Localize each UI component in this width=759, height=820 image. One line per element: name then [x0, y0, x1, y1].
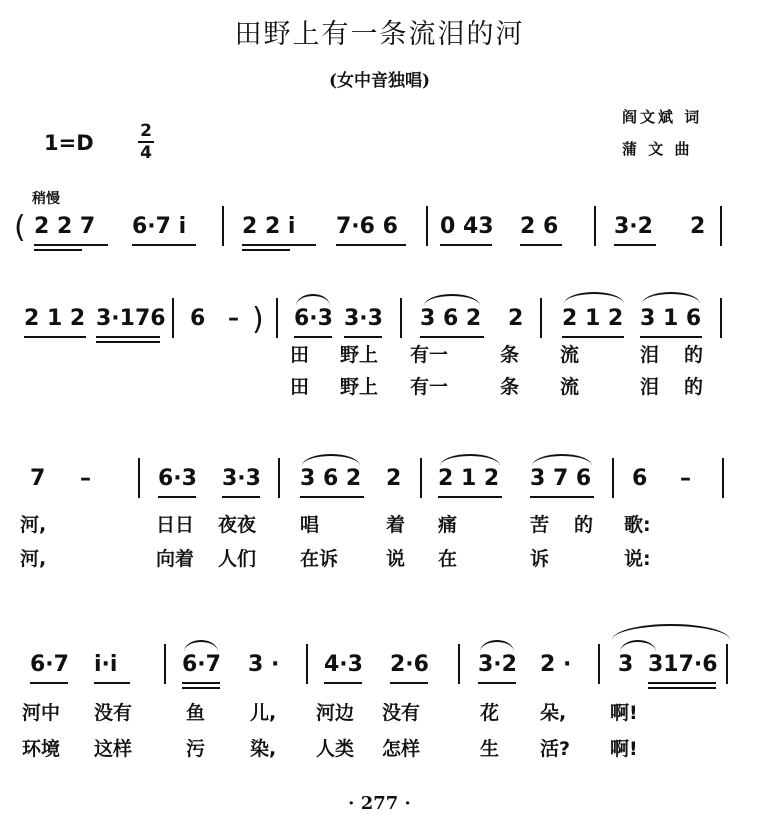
- lyric-syllable: 的: [684, 344, 704, 366]
- note-group: –: [680, 466, 691, 491]
- underline: [242, 249, 290, 251]
- underline: [34, 244, 108, 246]
- bar-line: [426, 206, 428, 246]
- slur: [612, 624, 730, 640]
- slur: [532, 454, 592, 466]
- note-group: 6·7: [182, 652, 221, 677]
- lyric-syllable: 染,: [250, 738, 277, 760]
- lyric-syllable: 的: [684, 376, 704, 398]
- slur: [296, 294, 330, 306]
- underline: [34, 249, 82, 251]
- lyric-syllable: 河边: [316, 702, 355, 724]
- bar-line: [400, 298, 402, 338]
- lyric-syllable: 环境: [22, 738, 61, 760]
- note-group: 2 1 2: [24, 306, 86, 331]
- underline: [336, 244, 406, 246]
- underline: [324, 682, 362, 684]
- underline: [94, 682, 130, 684]
- note-group: 3·2: [478, 652, 517, 677]
- bar-line: [540, 298, 542, 338]
- note-group: 2: [690, 214, 706, 239]
- note-group: 2·6: [390, 652, 429, 677]
- note-group: –: [228, 306, 239, 331]
- underline: [562, 336, 624, 338]
- underline: [648, 687, 716, 689]
- bar-line: [276, 298, 278, 338]
- note-group: –: [80, 466, 91, 491]
- lyric-syllable: 污: [186, 738, 206, 760]
- bar-line: [138, 458, 140, 498]
- lyric-syllable: 没有: [382, 702, 421, 724]
- underline: [96, 336, 160, 338]
- lyric-syllable: 歌:: [624, 514, 651, 536]
- bar-line: [612, 458, 614, 498]
- lyric-syllable: 野上: [340, 376, 379, 398]
- note-group: 3 7 6: [530, 466, 592, 491]
- lyric-syllable: 在诉: [300, 548, 339, 570]
- underline: [438, 496, 502, 498]
- underline: [640, 336, 702, 338]
- lyric-line-1: [0, 698, 759, 726]
- note-group: 7: [30, 466, 46, 491]
- underline: [294, 336, 332, 338]
- lyric-syllable: 日日: [156, 514, 195, 536]
- lyric-syllable: 在: [438, 548, 458, 570]
- underline: [390, 682, 428, 684]
- page-number: · 277 ·: [348, 793, 411, 814]
- note-group: 6: [190, 306, 206, 331]
- lyric-syllable: 人们: [218, 548, 257, 570]
- note-group: 2 2 i: [242, 214, 296, 239]
- lyric-syllable: 野上: [340, 344, 379, 366]
- bar-line: [278, 458, 280, 498]
- note-group: 3·3: [222, 466, 261, 491]
- lyric-syllable: 说: [386, 548, 406, 570]
- lyric-syllable: 田: [290, 376, 310, 398]
- lyric-syllable: 活?: [540, 738, 571, 760]
- underline: [132, 244, 196, 246]
- lyric-syllable: 啊!: [610, 702, 638, 724]
- lyric-syllable: 流: [560, 376, 580, 398]
- lyric-syllable: 条: [500, 344, 520, 366]
- lyric-syllable: 的: [574, 514, 594, 536]
- slur: [620, 640, 656, 652]
- underline: [24, 336, 86, 338]
- underline: [30, 682, 68, 684]
- note-group: 2 ·: [540, 652, 572, 677]
- underline: [530, 496, 594, 498]
- lyric-syllable: 泪: [640, 344, 660, 366]
- underline: [614, 244, 656, 246]
- underline: [648, 682, 716, 684]
- note-group: 6·7: [30, 652, 69, 677]
- bar-line: [172, 298, 174, 338]
- note-group: 3 1 6: [640, 306, 702, 331]
- lyric-syllable: 着: [386, 514, 406, 536]
- note-group: 3·3: [344, 306, 383, 331]
- note-group: 6: [632, 466, 648, 491]
- note-group: 2 1 2: [562, 306, 624, 331]
- note-group: 2 2 7: [34, 214, 96, 239]
- underline: [182, 687, 220, 689]
- slur: [642, 292, 700, 304]
- time-signature-bottom: 4: [140, 143, 152, 163]
- note-group: 6·3: [294, 306, 333, 331]
- composer-credit: 蒲 文 曲: [622, 140, 693, 158]
- slur: [564, 292, 624, 304]
- lyric-syllable: 没有: [94, 702, 133, 724]
- lyric-syllable: 鱼: [186, 702, 206, 724]
- note-group: 3·176: [96, 306, 166, 331]
- note-group: 2 6: [520, 214, 559, 239]
- bar-line: [306, 644, 308, 684]
- note-group: 2 1 2: [438, 466, 500, 491]
- underline: [158, 496, 196, 498]
- note-group: 3: [618, 652, 634, 677]
- slur: [480, 640, 514, 652]
- underline: [222, 496, 260, 498]
- time-signature-top: 2: [140, 121, 152, 141]
- bar-line: [598, 644, 600, 684]
- slur: [440, 454, 500, 466]
- lyric-syllable: 河,: [20, 548, 47, 570]
- slur: [302, 454, 360, 466]
- underline: [520, 244, 562, 246]
- lyric-syllable: 这样: [94, 738, 133, 760]
- lyricist-credit: 阎文斌 词: [622, 108, 703, 126]
- lyric-line-2: [0, 544, 759, 572]
- lyric-syllable: 啊!: [610, 738, 638, 760]
- key-signature: 1=D: [44, 131, 94, 155]
- lyric-syllable: 痛: [438, 514, 458, 536]
- lyric-syllable: 泪: [640, 376, 660, 398]
- underline: [440, 244, 492, 246]
- underline: [478, 682, 516, 684]
- bar-line: [726, 644, 728, 684]
- note-group: 6·3: [158, 466, 197, 491]
- note-group: 3 ·: [248, 652, 280, 677]
- note-group: 3·2: [614, 214, 653, 239]
- slur: [184, 640, 218, 652]
- note-group: 2: [386, 466, 402, 491]
- underline: [344, 336, 382, 338]
- underline: [420, 336, 484, 338]
- bar-line: [594, 206, 596, 246]
- lyric-syllable: 怎样: [382, 738, 421, 760]
- lyric-syllable: 条: [500, 376, 520, 398]
- lyric-line-1: [0, 510, 759, 538]
- bar-line: [720, 298, 722, 338]
- lyric-syllable: 流: [560, 344, 580, 366]
- underline: [242, 244, 316, 246]
- bar-line: [722, 458, 724, 498]
- lyric-syllable: 河,: [20, 514, 47, 536]
- note-group: 3 6 2: [420, 306, 482, 331]
- lyric-syllable: 向着: [156, 548, 195, 570]
- tempo-marking: 稍慢: [32, 191, 60, 207]
- note-group: 3 6 2: [300, 466, 362, 491]
- note-group: 7·6 6: [336, 214, 398, 239]
- note-group: 317·6: [648, 652, 718, 677]
- note-group: 4·3: [324, 652, 363, 677]
- lyric-syllable: 诉: [530, 548, 550, 570]
- song-title: 田野上有一条流泪的河: [234, 19, 525, 50]
- underline: [182, 682, 220, 684]
- time-signature: [136, 122, 156, 162]
- bar-line: [420, 458, 422, 498]
- lyric-syllable: 夜夜: [218, 514, 257, 536]
- slur: [424, 294, 480, 306]
- note-group: i·i: [94, 652, 118, 677]
- song-subtitle: (女中音独唱): [328, 71, 431, 91]
- close-parenthesis: ): [252, 302, 264, 337]
- bar-line: [222, 206, 224, 246]
- lyric-syllable: 朵,: [540, 702, 567, 724]
- bar-line: [164, 644, 166, 684]
- lyric-syllable: 有一: [410, 344, 449, 366]
- lyric-line-2: [0, 372, 759, 400]
- lyric-syllable: 苦: [530, 514, 550, 536]
- lyric-syllable: 人类: [316, 738, 355, 760]
- lyric-syllable: 生: [480, 738, 500, 760]
- bar-line: [720, 206, 722, 246]
- note-group: 2: [508, 306, 524, 331]
- note-group: 0 43: [440, 214, 494, 239]
- lyric-syllable: 有一: [410, 376, 449, 398]
- lyric-syllable: 唱: [300, 514, 320, 536]
- lyric-line-1: [0, 340, 759, 368]
- lyric-syllable: 花: [480, 702, 500, 724]
- lyric-syllable: 田: [290, 344, 310, 366]
- note-group: 6·7 i: [132, 214, 187, 239]
- bar-line: [458, 644, 460, 684]
- lyric-line-2: [0, 734, 759, 762]
- lyric-syllable: 河中: [22, 702, 61, 724]
- open-parenthesis: (: [14, 210, 26, 245]
- underline: [300, 496, 364, 498]
- lyric-syllable: 说:: [624, 548, 651, 570]
- lyric-syllable: 儿,: [250, 702, 277, 724]
